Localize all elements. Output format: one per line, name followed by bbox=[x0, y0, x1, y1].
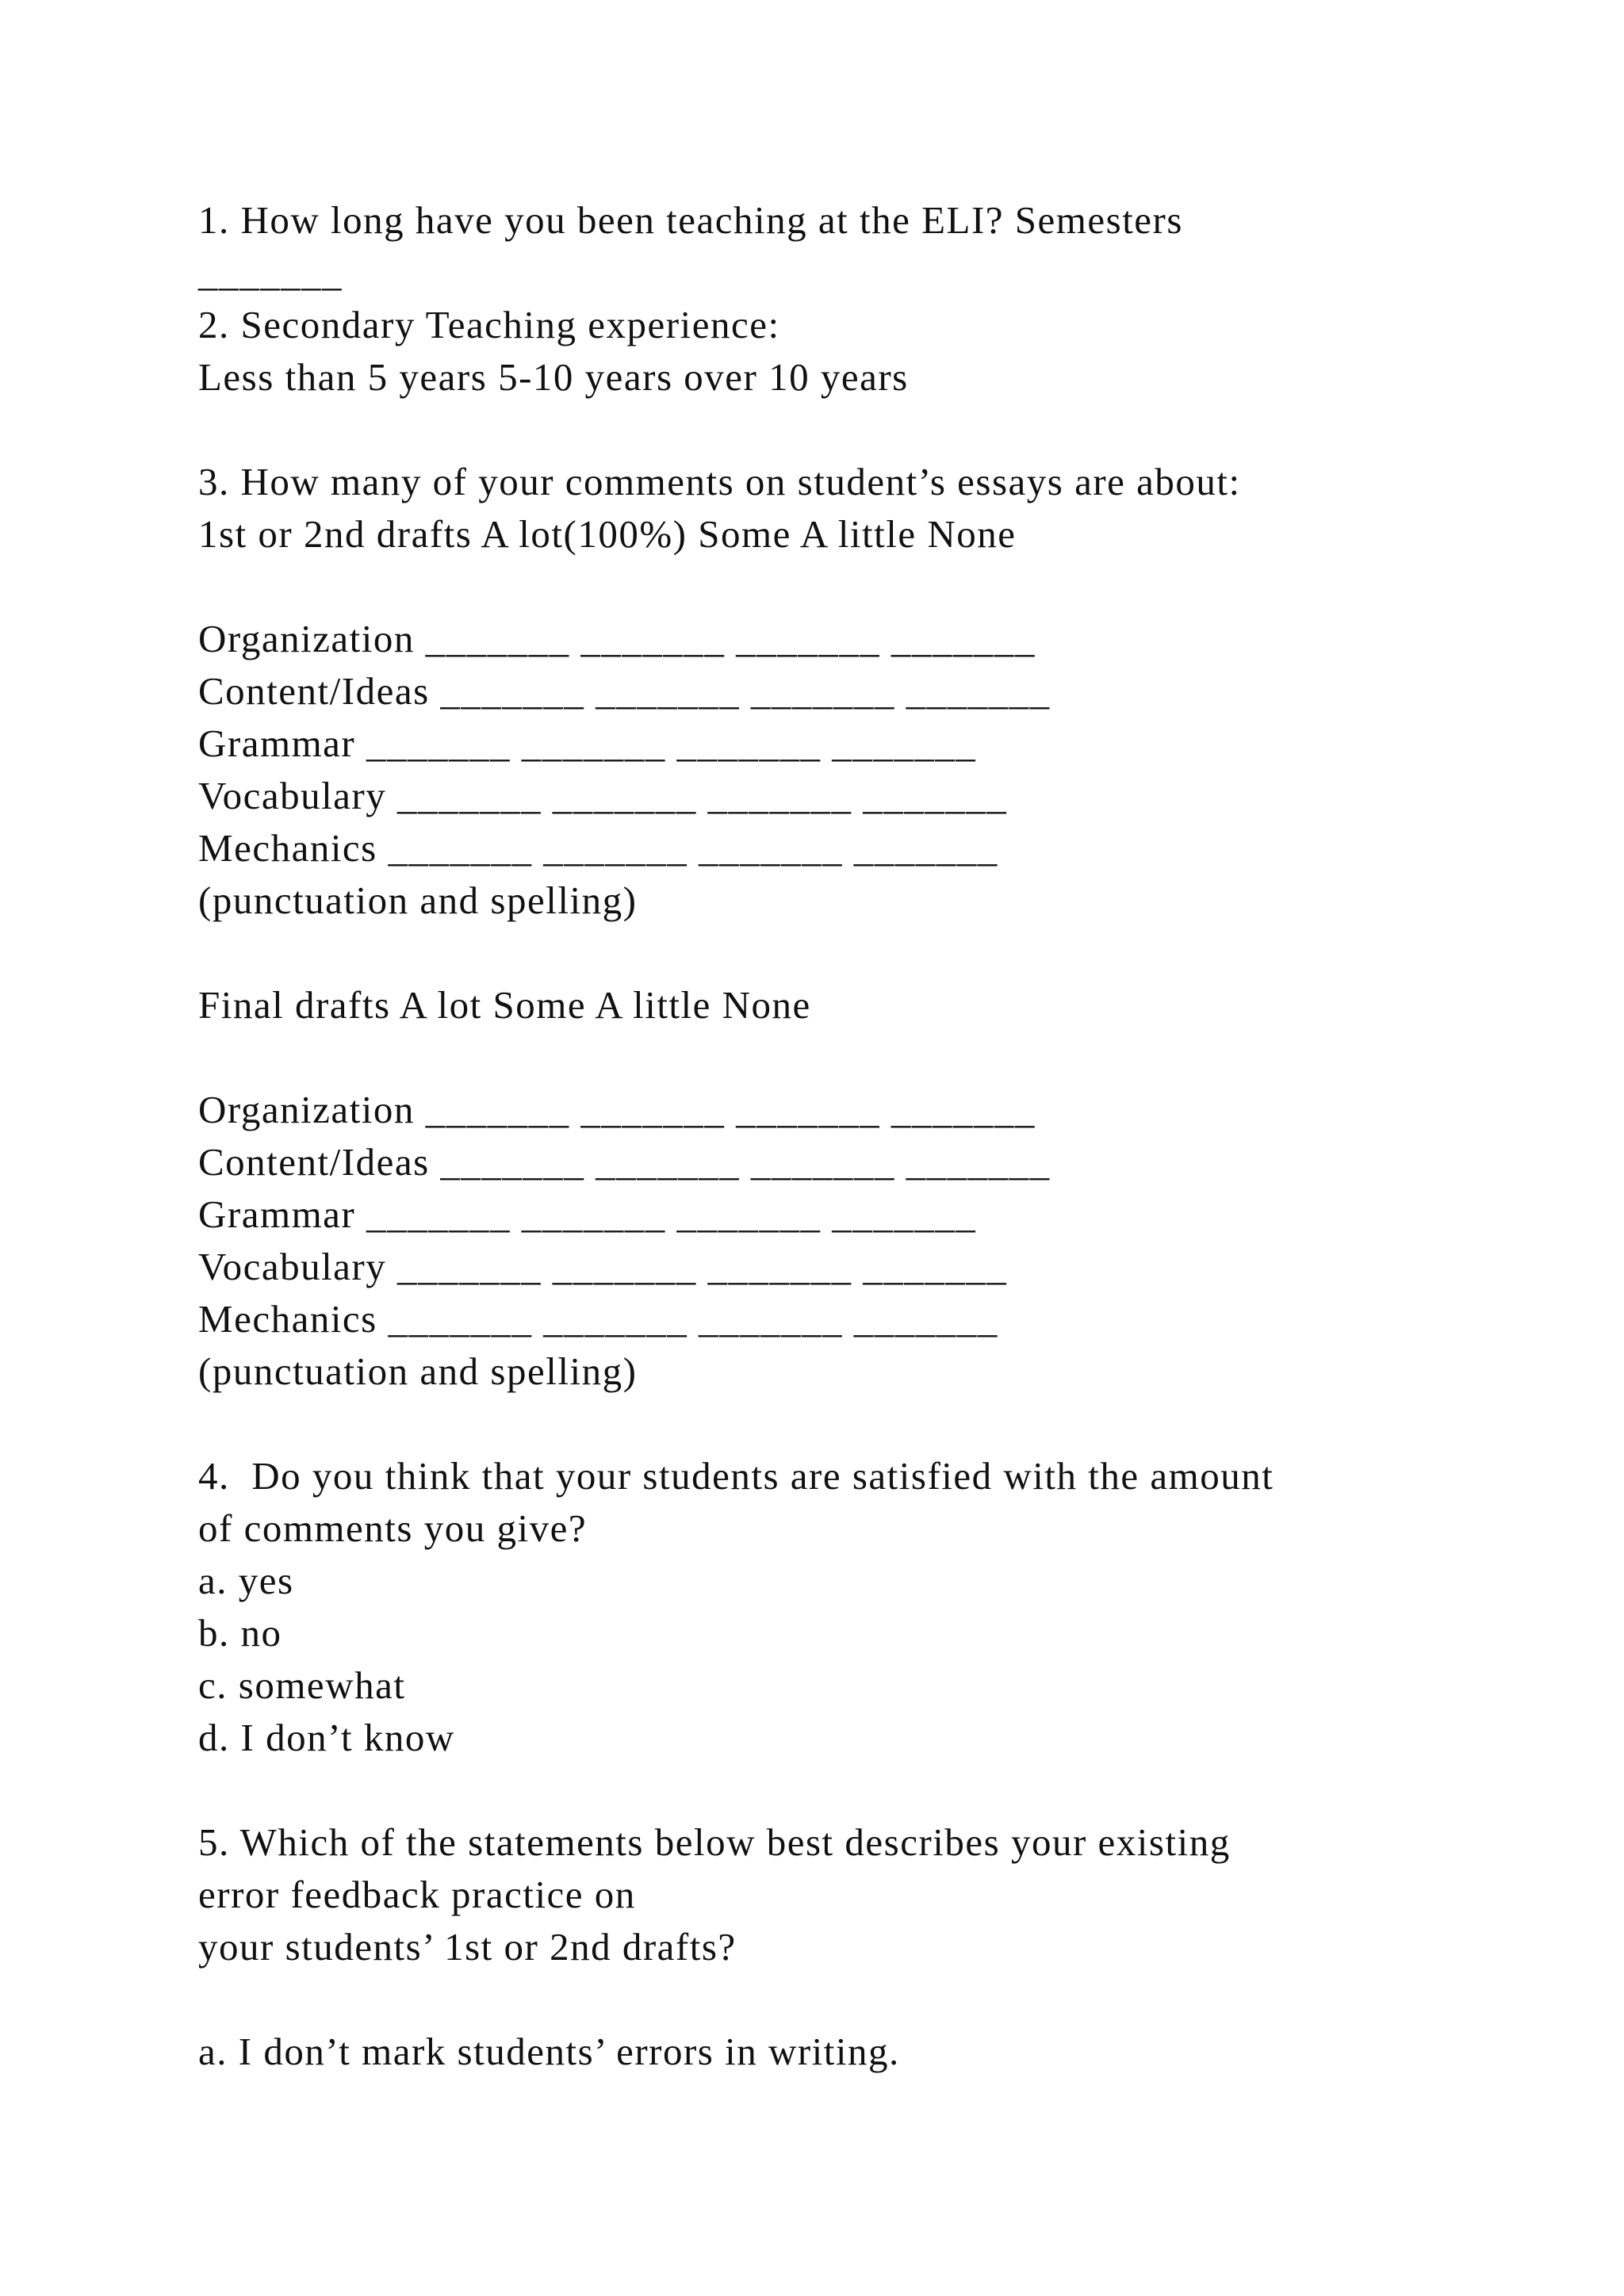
mechanics-note-early: (punctuation and spelling) bbox=[198, 878, 638, 922]
row-content-early: Content/Ideas _______ _______ _______ _______ bbox=[198, 669, 1051, 713]
question-5-text-cont: error feedback practice on bbox=[198, 1873, 636, 1916]
spacer bbox=[198, 1398, 1499, 1450]
question-4-text: 4. Do you think that your students are satisfied with the amount bbox=[198, 1454, 1274, 1498]
drafts-header-early: 1st or 2nd drafts A lot(100%) Some A little None bbox=[198, 512, 1017, 556]
row-grammar-final: Grammar _______ _______ _______ _______ bbox=[198, 1192, 977, 1236]
option-b: b. no bbox=[198, 1611, 282, 1655]
semesters-blank: _______ bbox=[198, 251, 343, 294]
statement-a: a. I don’t mark students’ errors in writing. bbox=[198, 2030, 900, 2073]
option-c: c. somewhat bbox=[198, 1663, 406, 1707]
row-mechanics-final: Mechanics _______ _______ _______ _______ bbox=[198, 1297, 998, 1341]
spacer bbox=[198, 1764, 1499, 1816]
experience-options: Less than 5 years 5-10 years over 10 years bbox=[198, 355, 909, 399]
spacer bbox=[198, 1973, 1499, 2026]
row-vocabulary-final: Vocabulary _______ _______ _______ _______ bbox=[198, 1245, 1008, 1288]
spacer bbox=[198, 404, 1499, 456]
question-5-text: 5. Which of the statements below best describes your existing bbox=[198, 1820, 1231, 1864]
document-body bbox=[198, 194, 1499, 2078]
question-4-text-cont: of comments you give? bbox=[198, 1506, 588, 1550]
row-mechanics-early: Mechanics _______ _______ _______ _______ bbox=[198, 826, 998, 870]
question-1-text: 1. How long have you been teaching at the ELI? Semesters bbox=[198, 198, 1183, 242]
row-organization-final: Organization _______ _______ _______ _______ bbox=[198, 1088, 1036, 1131]
row-content-final: Content/Ideas _______ _______ _______ _______ bbox=[198, 1140, 1051, 1184]
option-d: d. I don’t know bbox=[198, 1716, 455, 1759]
spacer bbox=[198, 1031, 1499, 1084]
drafts-header-final: Final drafts A lot Some A little None bbox=[198, 983, 811, 1027]
spacer bbox=[198, 927, 1499, 979]
row-vocabulary-early: Vocabulary _______ _______ _______ _______ bbox=[198, 774, 1008, 817]
question-2-text: 2. Secondary Teaching experience: bbox=[198, 303, 780, 346]
option-a: a. yes bbox=[198, 1559, 294, 1602]
row-organization-early: Organization _______ _______ _______ _______ bbox=[198, 617, 1036, 660]
spacer bbox=[198, 561, 1499, 613]
row-grammar-early: Grammar _______ _______ _______ _______ bbox=[198, 721, 977, 765]
question-3-text: 3. How many of your comments on student’s essays are about: bbox=[198, 460, 1241, 503]
question-5-text-cont-2: your students’ 1st or 2nd drafts? bbox=[198, 1925, 737, 1969]
mechanics-note-final: (punctuation and spelling) bbox=[198, 1349, 638, 1393]
